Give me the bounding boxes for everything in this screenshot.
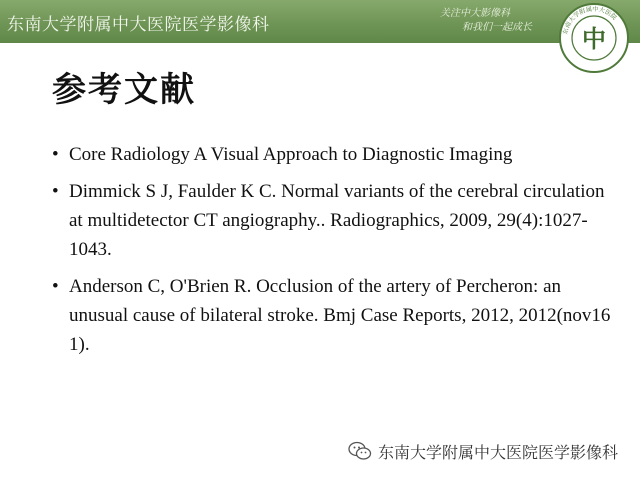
reference-list (52, 140, 612, 367)
bullet: • (52, 276, 59, 297)
watermark-text: 东南大学附属中大医院医学影像科 (378, 442, 619, 462)
reference-item (52, 177, 612, 264)
hospital-logo-icon (558, 2, 630, 74)
bullet: • (52, 144, 59, 165)
reference-text: Anderson C, O'Brien R. Occlusion of the artery of Percheron: an unusual cause of bilateral stroke. Bmj Case Reports, 2012, 2012(nov16 1). (69, 276, 611, 355)
bullet: • (52, 181, 59, 202)
header-banner (0, 0, 640, 43)
slogan-line-1: 关注中大影像科 (440, 8, 510, 19)
slogan-line-2: 和我们一起成长 (462, 22, 532, 33)
wechat-icon (348, 441, 372, 461)
reference-text: Dimmick S J, Faulder K C. Normal variants of the cerebral circulation at multidetector CT angiography.. Radiographics, 2009, 29(4):1027-1043. (69, 181, 605, 260)
reference-item (52, 140, 612, 169)
wechat-watermark (348, 440, 618, 462)
reference-item (52, 272, 612, 359)
reference-text: Core Radiology A Visual Approach to Diagnostic Imaging (69, 144, 513, 165)
department-title: 东南大学附属中大医院医学影像科 (7, 15, 270, 35)
logo-glyph: 中 (582, 24, 606, 53)
page-title: 参考文献 (52, 70, 196, 110)
logo-ring-text: 东南大学附属中大医院 (562, 5, 618, 36)
banner-slogan (440, 7, 550, 35)
